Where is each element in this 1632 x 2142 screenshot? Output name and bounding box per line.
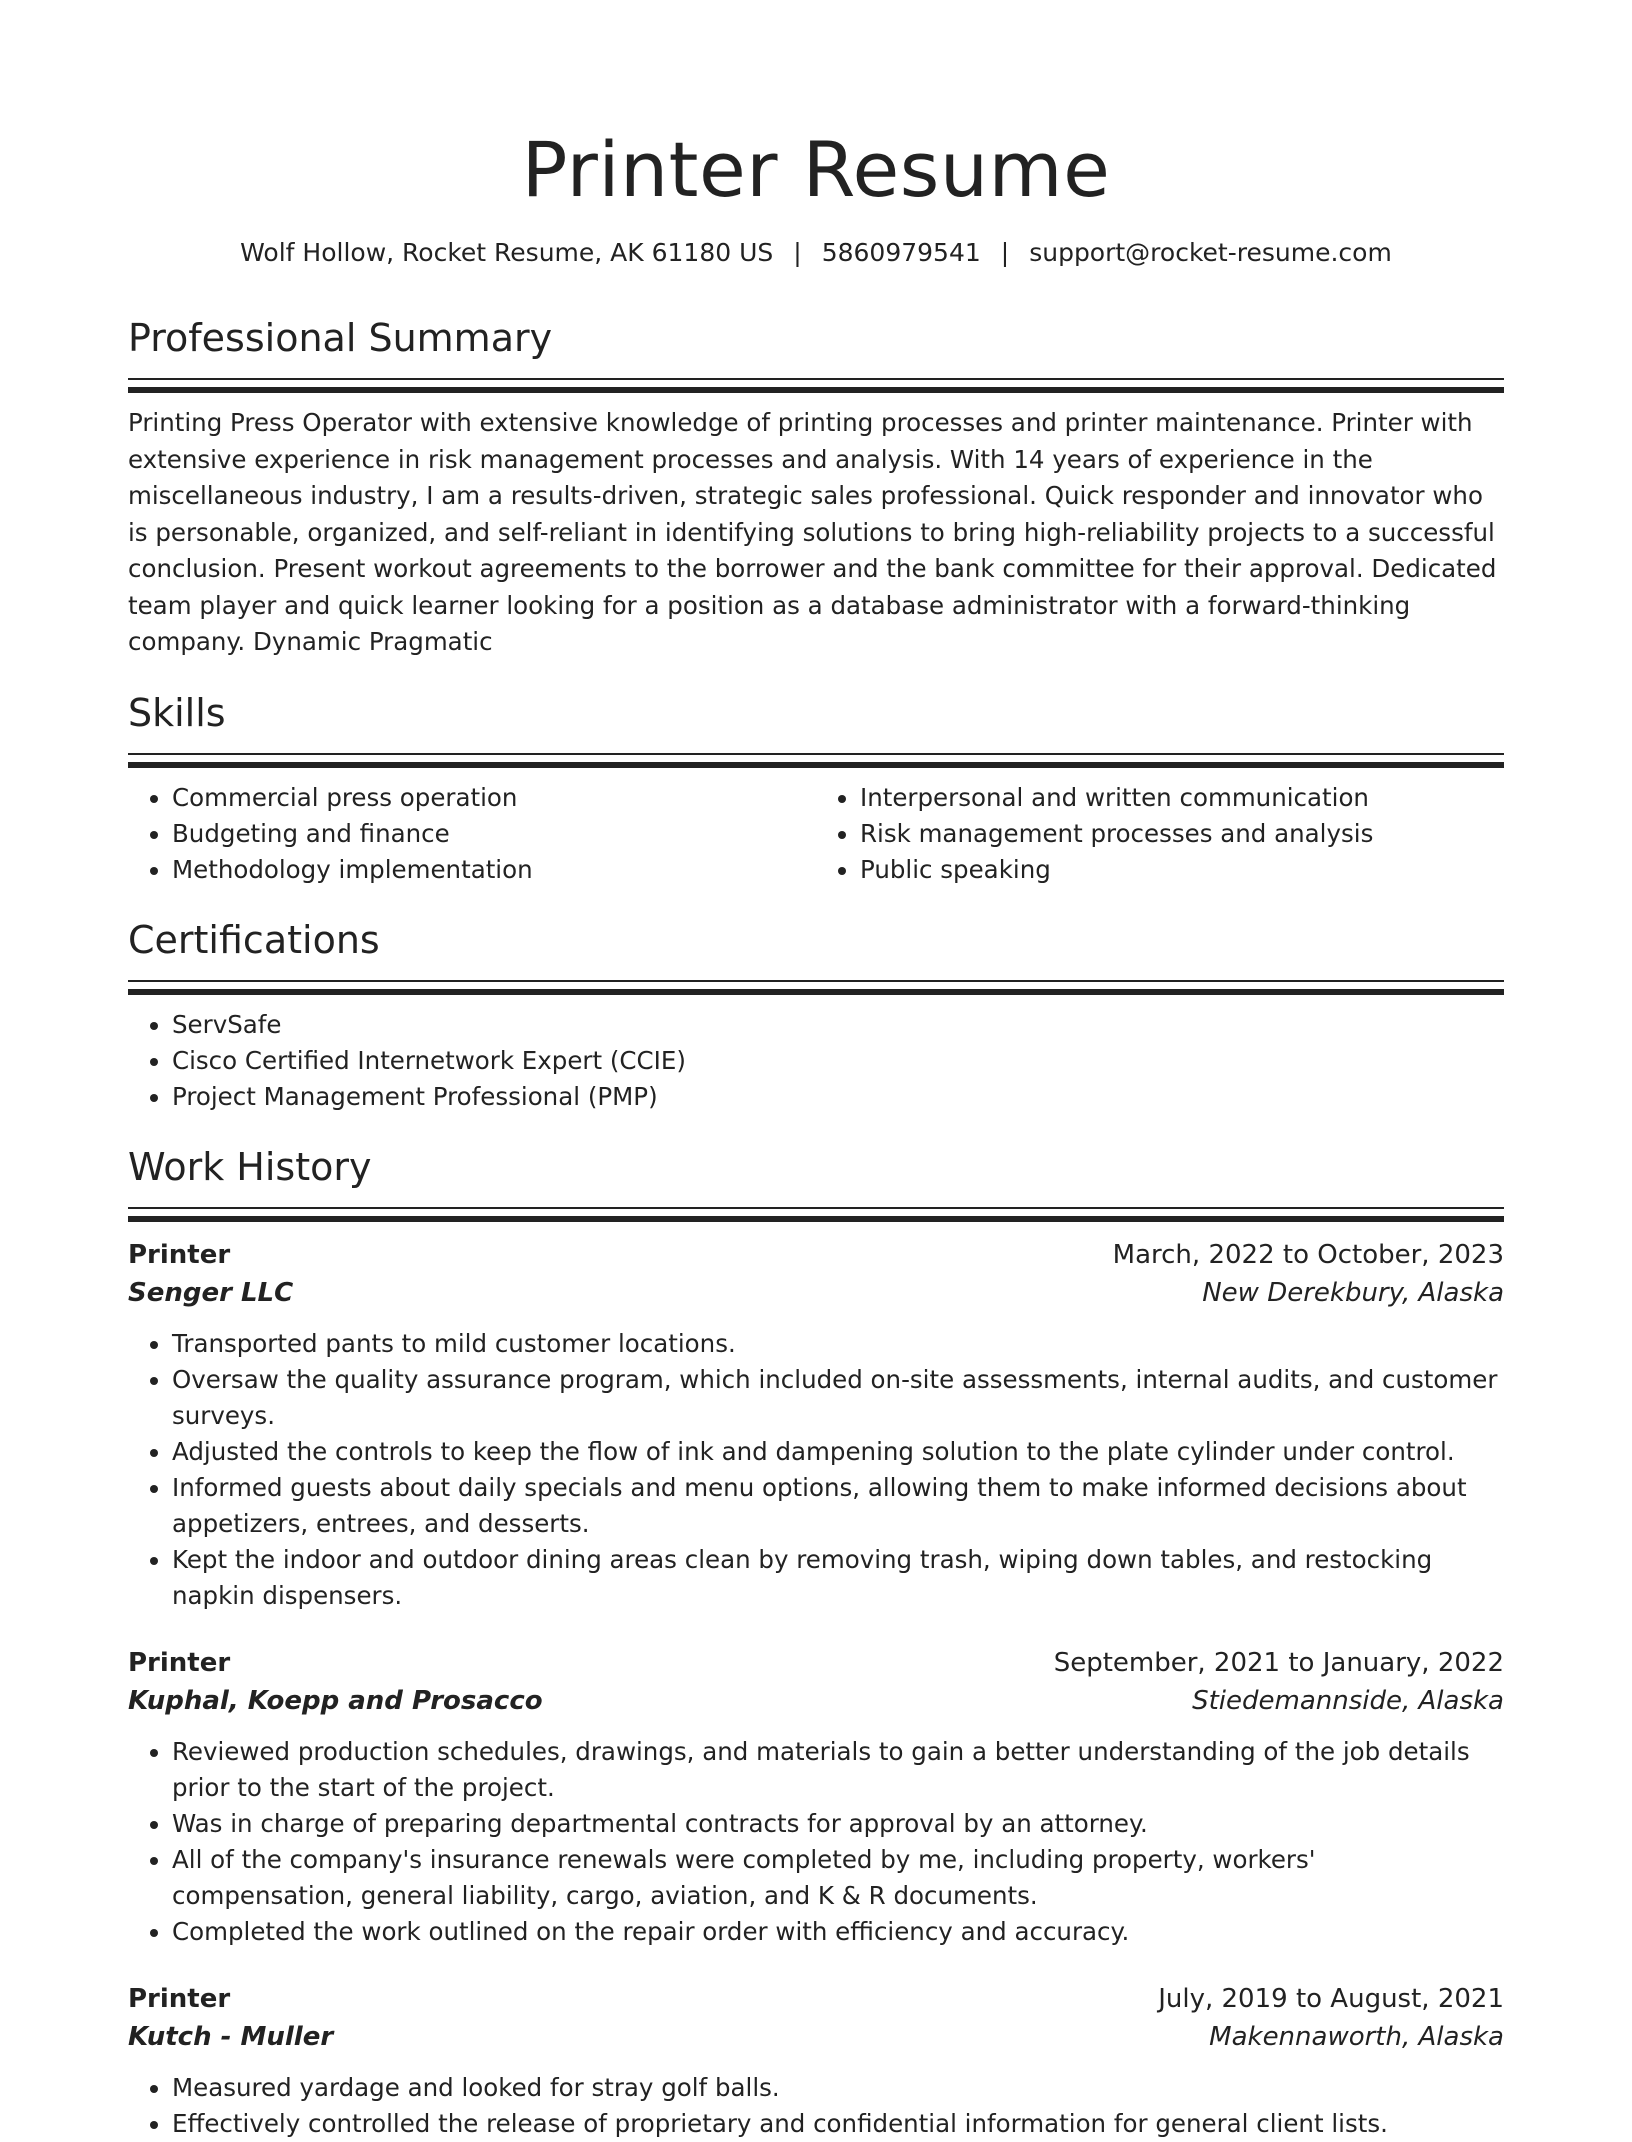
- list-item: • Interpersonal and written communication: [860, 780, 1504, 816]
- job-company: Kutch - Muller: [128, 2021, 334, 2052]
- list-item: • Commercial press operation: [172, 780, 816, 816]
- skills-section: [128, 687, 1504, 888]
- job-header: [128, 1236, 1504, 1274]
- job-entry: [128, 1236, 1504, 1614]
- job-subheader: [128, 2018, 1504, 2056]
- list-item: • Budgeting and finance: [172, 816, 816, 852]
- job-header: [128, 1980, 1504, 2018]
- list-item: • Kept the indoor and outdoor dining areas clean by removing trash, wiping down tables, and restocking napkin dispensers.: [172, 1542, 1504, 1614]
- summary-text: Printing Press Operator with extensive knowledge of printing processes and printer maintenance. Printer with extensive experience in risk management processes and analysis. With 14 years of experience in the miscellaneous industry, I am a results-driven, strategic sales professional. Quick responder and innovator who is personable, organized, and self-reliant in identifying solutions to bring high-reliability projects to a successful conclusion. Present workout agreements to the borrower and the bank committee for their approval. Dedicated team player and quick learner looking for a position as a database administrator with a forward-thinking company. Dynamic Pragmatic: [128, 408, 1497, 656]
- list-item: • Methodology implementation: [172, 852, 816, 888]
- skills-list-left: [128, 780, 816, 888]
- job-role: Printer: [128, 1239, 231, 1270]
- list-item: • All of the company's insurance renewals were completed by me, including property, workers' compensation, general liability, cargo, aviation, and K & R documents.: [172, 1842, 1504, 1914]
- list-item: • ServSafe: [172, 1007, 1504, 1043]
- list-item: • Measured yardage and looked for stray golf balls.: [172, 2070, 1504, 2106]
- list-item: • Reviewed production schedules, drawings, and materials to gain a better understanding of the job details prior to the start of the project.: [172, 1734, 1504, 1806]
- resume-title: Printer Resume: [521, 125, 1111, 214]
- job-bullets: [128, 2070, 1504, 2142]
- list-item: • Adjusted the controls to keep the flow of ink and dampening solution to the plate cylinder under control.: [172, 1434, 1504, 1470]
- list-item: • Project Management Professional (PMP): [172, 1079, 1504, 1115]
- job-entry: [128, 1980, 1504, 2142]
- job-subheader: [128, 1274, 1504, 1312]
- section-divider: [128, 378, 1504, 393]
- job-location: New Derekbury, Alaska: [1202, 1277, 1504, 1308]
- list-item: • Was in charge of preparing departmental contracts for approval by an attorney.: [172, 1806, 1504, 1842]
- job-dates: March, 2022 to October, 2023: [1112, 1239, 1504, 1270]
- skills-columns: [128, 780, 1504, 888]
- job-location: Makennaworth, Alaska: [1209, 2021, 1504, 2052]
- job-location: Stiedemannside, Alaska: [1192, 1685, 1504, 1716]
- section-title-work-history: Work History: [128, 1144, 372, 1189]
- section-title-summary: Professional Summary: [128, 316, 553, 360]
- job-role: Printer: [128, 1983, 231, 2014]
- contact-separator: |: [793, 238, 802, 267]
- contact-line: [128, 236, 1504, 270]
- job-header: [128, 1644, 1504, 1682]
- list-item: • Public speaking: [860, 852, 1504, 888]
- certifications-section: [128, 914, 1504, 1115]
- job-dates: September, 2021 to January, 2022: [1053, 1647, 1504, 1678]
- skills-list-right: [816, 780, 1504, 888]
- list-item: • Informed guests about daily specials and menu options, allowing them to make informed decisions about appetizers, entrees, and desserts.: [172, 1470, 1504, 1542]
- section-divider: [128, 753, 1504, 768]
- summary-section: [128, 312, 1504, 661]
- section-divider: [128, 1207, 1504, 1222]
- list-item: • Cisco Certified Internetwork Expert (CCIE): [172, 1043, 1504, 1079]
- job-bullets: [128, 1326, 1504, 1614]
- job-role: Printer: [128, 1647, 231, 1678]
- section-divider: [128, 980, 1504, 995]
- list-item: • Oversaw the quality assurance program, which included on-site assessments, internal audits, and customer surveys.: [172, 1362, 1504, 1434]
- contact-phone: 5860979541: [821, 238, 981, 267]
- work-history-section: [128, 1141, 1504, 2142]
- contact-separator: |: [1000, 238, 1010, 267]
- contact-address: Wolf Hollow, Rocket Resume, AK 61180 US: [240, 238, 774, 267]
- contact-email: support@rocket-resume.com: [1029, 238, 1392, 267]
- section-title-skills: Skills: [128, 690, 226, 735]
- list-item: • Transported pants to mild customer locations.: [172, 1326, 1504, 1362]
- job-company: Senger LLC: [128, 1277, 294, 1308]
- job-bullets: [128, 1734, 1504, 1950]
- list-item: • Completed the work outlined on the repair order with efficiency and accuracy.: [172, 1914, 1504, 1950]
- job-subheader: [128, 1682, 1504, 1720]
- job-company: Kuphal, Koepp and Prosacco: [128, 1685, 543, 1716]
- certifications-list: [128, 1007, 1504, 1115]
- job-entry: [128, 1644, 1504, 1950]
- list-item: • Risk management processes and analysis: [860, 816, 1504, 852]
- list-item: • Effectively controlled the release of proprietary and confidential information for general client lists.: [172, 2106, 1504, 2142]
- section-title-certifications: Certifications: [128, 917, 380, 962]
- job-dates: July, 2019 to August, 2021: [1158, 1983, 1504, 2014]
